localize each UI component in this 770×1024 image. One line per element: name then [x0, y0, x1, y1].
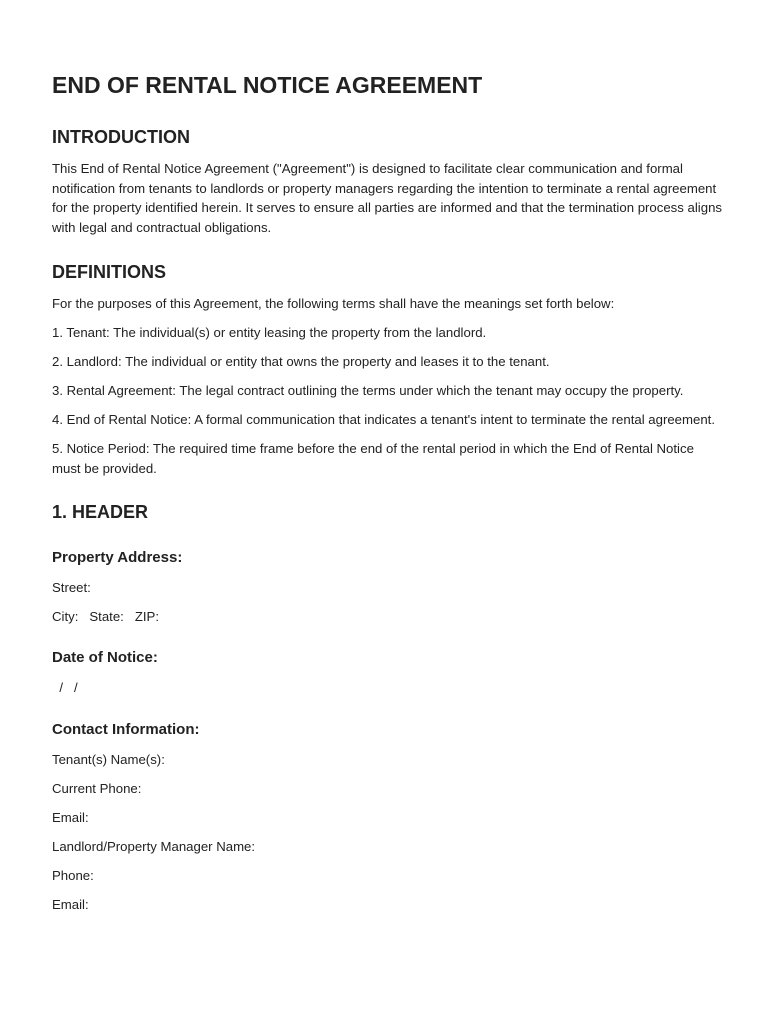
landlord-email-label: Email: — [52, 897, 89, 912]
landlord-name-label: Landlord/Property Manager Name: — [52, 839, 256, 854]
current-phone-label: Current Phone: — [52, 781, 142, 796]
property-address-heading: Property Address: — [52, 549, 183, 566]
introduction-text: This End of Rental Notice Agreement ("Agreement") is designed to facilitate clear communication and formal notification from tenants to landlords or property managers regarding the intention to terminate a rental agreement for the property identified herein. It serves to ensure all parties are informed and that the termination process aligns with legal and contractual obligations. — [52, 161, 722, 235]
header-section-heading: 1. HEADER — [52, 502, 149, 522]
definition-item-end-of-rental-notice: 4. End of Rental Notice: A formal communication that indicates a tenant's intent to terminate the rental agreement. — [52, 412, 715, 427]
date-of-notice-placeholder: / / — [52, 679, 78, 695]
document-title: END OF RENTAL NOTICE AGREEMENT — [52, 72, 483, 98]
landlord-phone-label: Phone: — [52, 868, 94, 883]
definitions-intro: For the purposes of this Agreement, the following terms shall have the meanings set forth below: — [52, 296, 615, 311]
tenant-email-label: Email: — [52, 810, 89, 825]
document-page — [52, 68, 724, 915]
introduction-heading: INTRODUCTION — [52, 127, 190, 147]
city-state-zip-label: City: State: ZIP: — [52, 609, 159, 624]
tenant-name-label: Tenant(s) Name(s): — [52, 752, 165, 767]
definitions-heading: DEFINITIONS — [52, 262, 167, 282]
definition-item-notice-period: 5. Notice Period: The required time frame before the end of the rental period in which the End of Rental Notice must be provided. — [52, 441, 694, 476]
definition-item-landlord: 2. Landlord: The individual or entity that owns the property and leases it to the tenant. — [52, 354, 550, 369]
date-of-notice-heading: Date of Notice: — [52, 648, 158, 666]
definition-item-rental-agreement: 3. Rental Agreement: The legal contract outlining the terms under which the tenant may occupy the property. — [52, 383, 684, 398]
contact-information-heading: Contact Information: — [52, 721, 200, 738]
definition-item-tenant: 1. Tenant: The individual(s) or entity leasing the property from the landlord. — [52, 325, 487, 340]
street-label: Street: — [52, 580, 91, 595]
